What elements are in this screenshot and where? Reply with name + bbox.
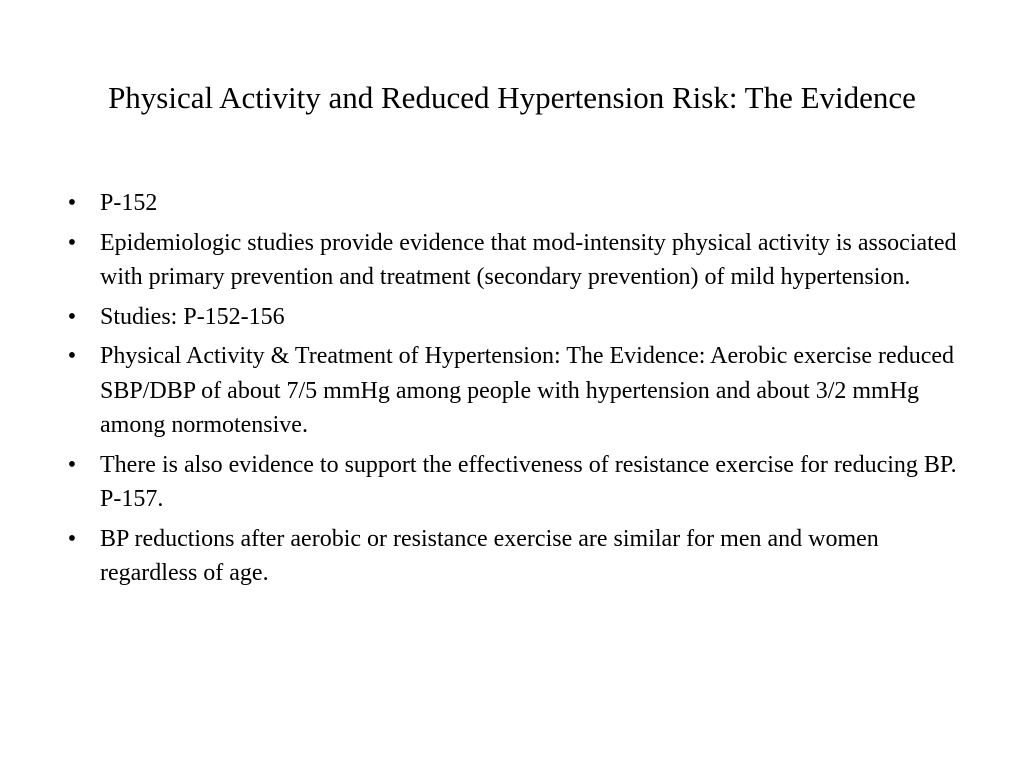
bullet-list <box>62 186 982 596</box>
bullet-marker: • <box>67 343 77 369</box>
bullet-text: P-152 <box>100 190 158 216</box>
bullet-text: Studies: P-152-156 <box>100 303 285 330</box>
bullet-text: Epidemiologic studies provide evidence that mod-intensity physical activity is associated with primary prevention and treatment (secondary prevention) of mild hypertension. <box>100 229 957 290</box>
bullet-marker: • <box>67 229 77 256</box>
bullet-marker: • <box>67 451 77 478</box>
bullet-item <box>62 522 982 591</box>
slide-title: Physical Activity and Reduced Hypertension Risk: The Evidence <box>108 80 916 115</box>
bullet-item <box>62 448 982 517</box>
bullet-marker: • <box>67 303 77 330</box>
bullet-marker: • <box>67 190 77 216</box>
bullet-item <box>62 186 982 221</box>
bullet-item <box>62 300 982 335</box>
bullet-item <box>62 339 982 443</box>
bullet-text: There is also evidence to support the effectiveness of resistance exercise for reducing BP. P-157. <box>100 451 957 512</box>
bullet-item <box>62 226 982 295</box>
bullet-marker: • <box>67 525 77 552</box>
bullet-text: BP reductions after aerobic or resistance exercise are similar for men and women regardless of age. <box>100 525 879 586</box>
bullet-text: Physical Activity & Treatment of Hypertension: The Evidence: Aerobic exercise reduced SBP/DBP of about 7/5 mmHg among people with hypertension and about 3/2 mmHg among normotensive. <box>100 343 954 438</box>
